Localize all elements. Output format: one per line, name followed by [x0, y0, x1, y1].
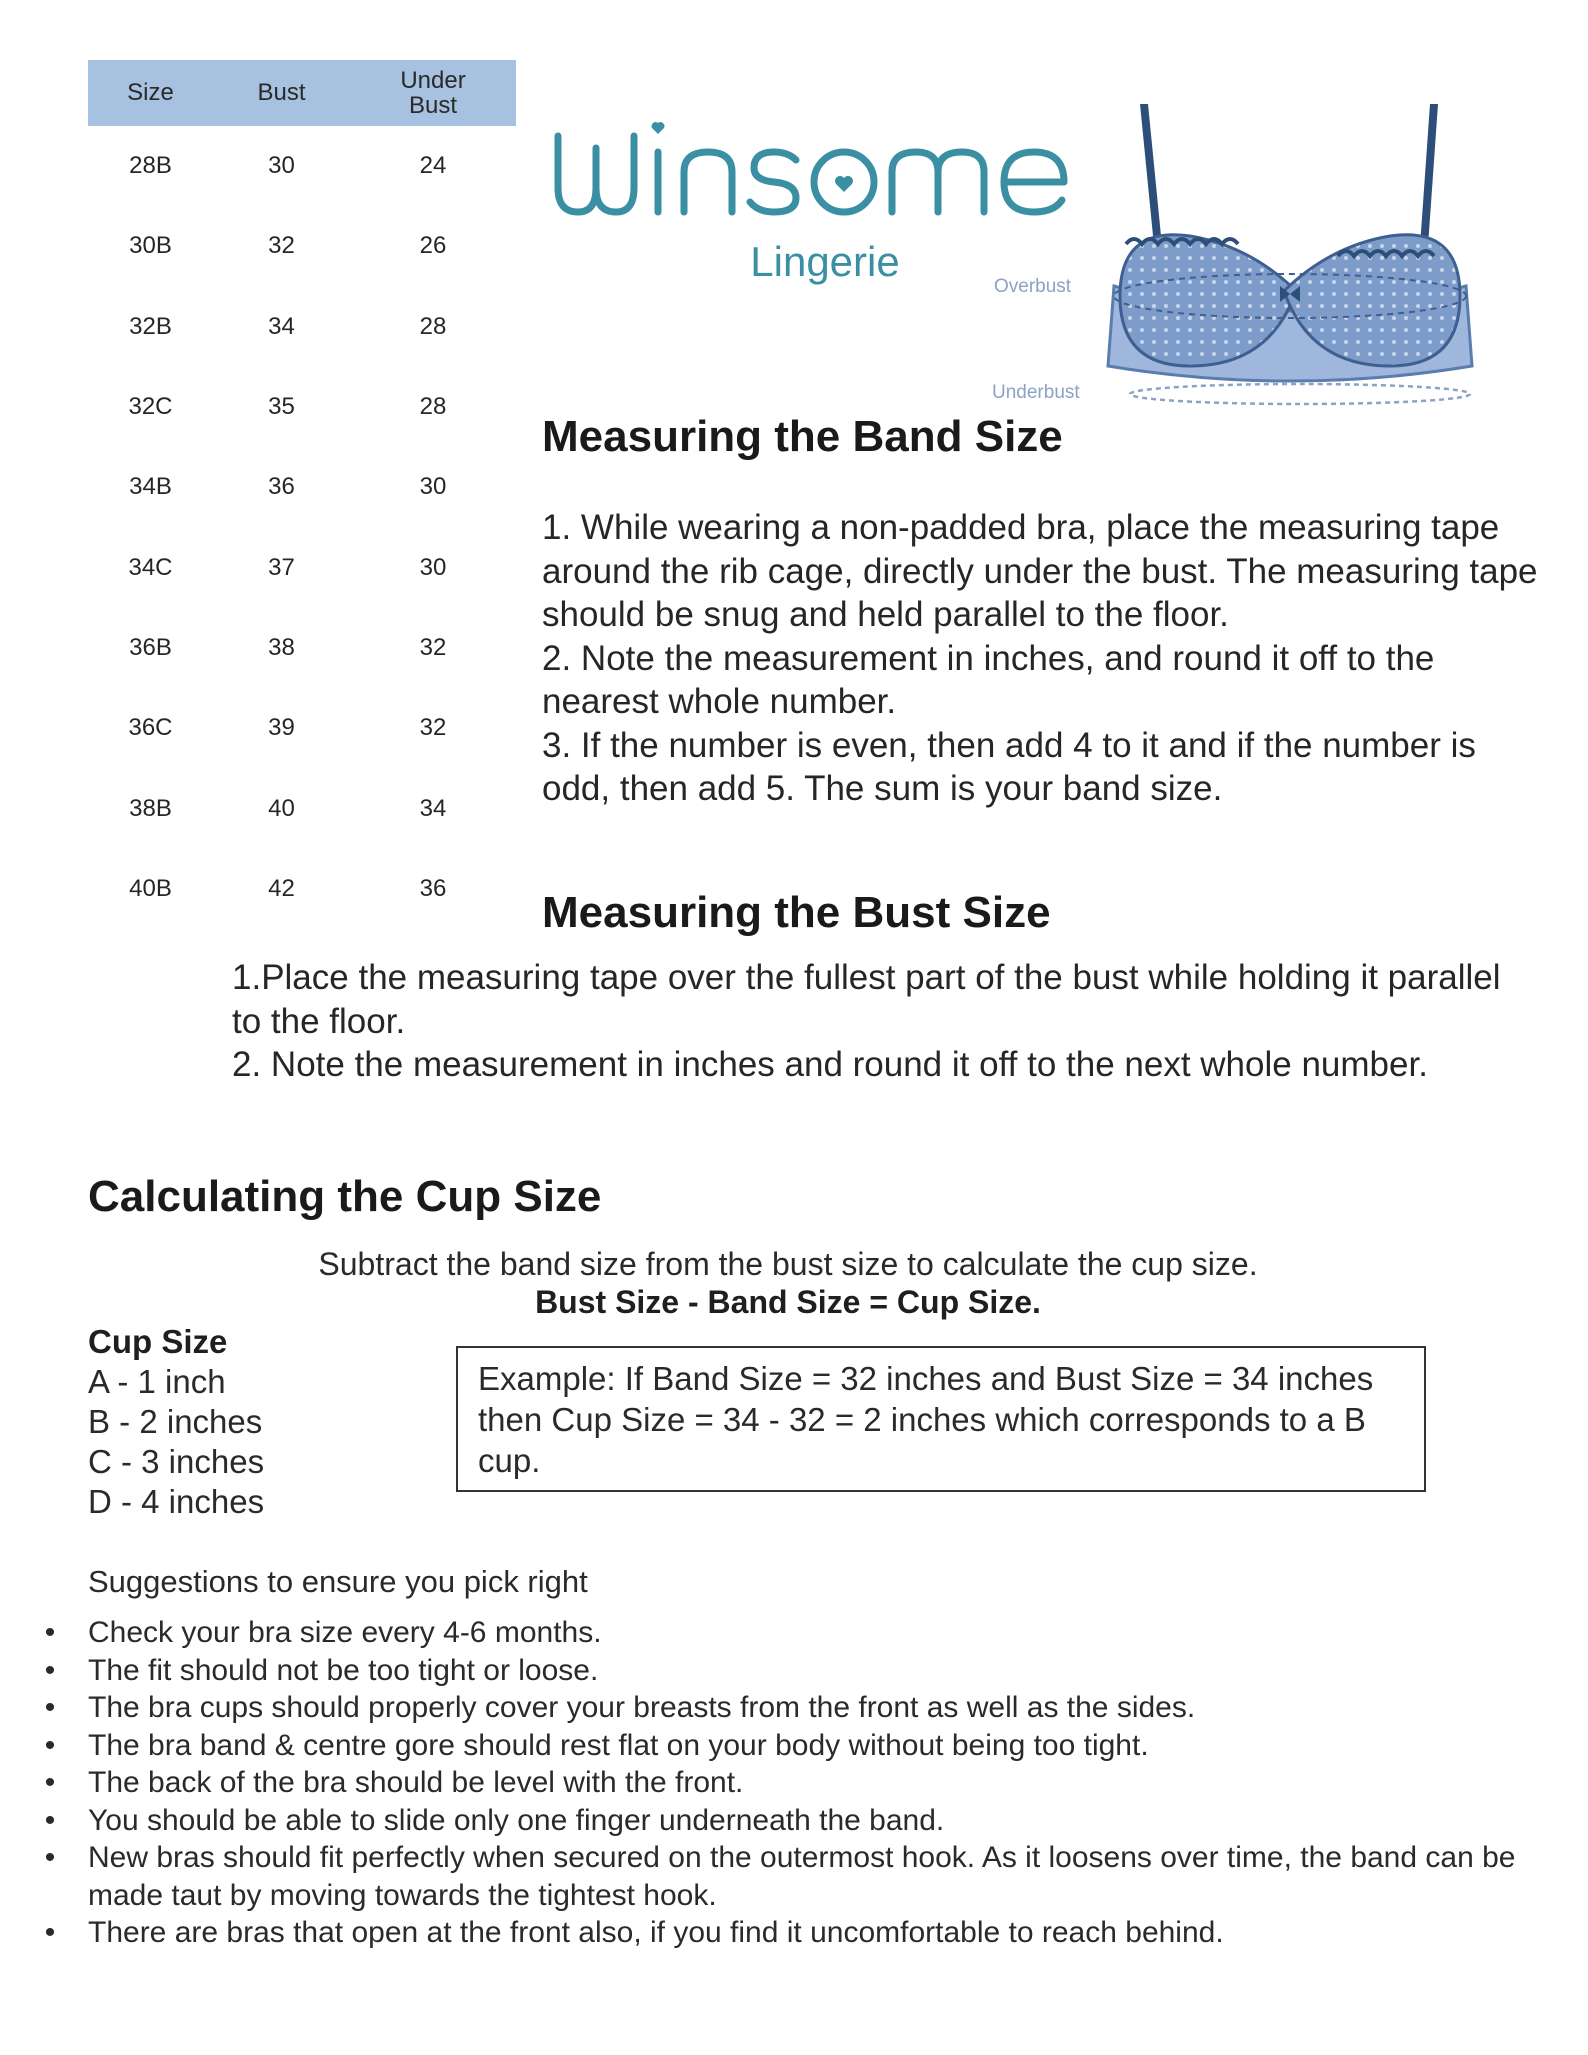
cell-size: 36C: [128, 714, 173, 742]
cell-size: 32C: [128, 393, 173, 421]
cell-bust: 34: [268, 312, 295, 340]
table-row: [88, 849, 516, 929]
cell-bust: 37: [268, 553, 295, 581]
list-item: [40, 1689, 1540, 1727]
suggestions-title: Suggestions to ensure you pick right: [88, 1564, 588, 1599]
cell-size: 30B: [129, 232, 172, 260]
cell-bust: 35: [268, 393, 295, 421]
cup-size-heading: Calculating the Cup Size: [88, 1172, 602, 1221]
cell-bust: 32: [268, 232, 295, 260]
list-item: [40, 1727, 1540, 1765]
list-item: B - 2 inches: [88, 1403, 263, 1440]
cell-bust: 39: [268, 714, 295, 742]
bullet-icon: •: [44, 1653, 56, 1687]
band-size-steps: [542, 506, 1542, 811]
bust-size-heading: Measuring the Bust Size: [542, 888, 1051, 937]
brand-subtitle: Lingerie: [750, 238, 900, 285]
band-step: 1. While wearing a non-padded bra, place the measuring tape around the rib cage, directly under the bust. The measuring tape should be snug and held parallel to the floor.: [542, 508, 1538, 634]
list-item: A - 1 inch: [88, 1363, 226, 1400]
cell-under-bust: 30: [419, 473, 447, 501]
list-item: [40, 1614, 1540, 1652]
cell-under-bust: 30: [419, 553, 447, 581]
cell-bust: 30: [268, 152, 295, 180]
suggestion-text: The bra band & centre gore should rest flat on your body without being too tight.: [88, 1728, 1149, 1762]
suggestion-text: New bras should fit perfectly when secured on the outermost hook. As it loosens over time, the band can be made taut by moving towards the tightest hook.: [88, 1841, 1516, 1912]
table-row: [88, 367, 516, 447]
suggestion-text: The fit should not be too tight or loose.: [88, 1653, 599, 1687]
cell-under-bust: 32: [419, 714, 447, 742]
cell-bust: 42: [268, 874, 295, 902]
bust-step: 2. Note the measurement in inches and round it off to the next whole number.: [232, 1045, 1428, 1084]
size-chart-header-row: [88, 60, 516, 126]
cup-size-list: [88, 1322, 264, 1522]
list-item: D - 4 inches: [88, 1483, 265, 1520]
bullet-icon: •: [44, 1728, 56, 1762]
header-under-bust: [350, 60, 516, 126]
cell-under-bust: 36: [419, 874, 447, 902]
cell-size: 40B: [129, 874, 172, 902]
list-item: [40, 1802, 1540, 1840]
cell-under-bust: 28: [419, 312, 447, 340]
table-row: [88, 688, 516, 768]
cell-bust: 38: [268, 633, 295, 661]
bullet-icon: •: [44, 1616, 56, 1649]
table-row: [88, 287, 516, 367]
winsome-logo: [552, 96, 1100, 236]
cell-under-bust: 32: [419, 633, 447, 661]
size-chart-table: [88, 60, 516, 929]
list-item: [40, 1839, 1540, 1914]
cell-size: 36B: [129, 633, 172, 661]
table-row: [88, 126, 516, 206]
suggestion-text: The back of the bra should be level with the front.: [88, 1766, 744, 1799]
header-under-bust-label: Under Bust: [400, 66, 466, 119]
suggestion-text: Check your bra size every 4-6 months.: [88, 1616, 602, 1649]
header-size: Size: [88, 60, 213, 126]
suggestion-text: The bra cups should properly cover your breasts from the front as well as the sides.: [88, 1691, 1196, 1724]
table-row: [88, 768, 516, 848]
bust-size-steps: [232, 956, 1522, 1087]
example-box: Example: If Band Size = 32 inches and Bust Size = 34 inches then Cup Size = 34 - 32 = 2 inches which corresponds to a B cup.: [456, 1346, 1426, 1492]
bullet-icon: •: [44, 1766, 56, 1799]
underbust-label: Underbust: [992, 382, 1080, 403]
bullet-icon: •: [44, 1841, 56, 1874]
bust-step: 1.Place the measuring tape over the fullest part of the bust while holding it parallel to the floor.: [232, 958, 1501, 1041]
bullet-icon: •: [44, 1691, 56, 1724]
band-step: 2. Note the measurement in inches, and round it off to the nearest whole number.: [542, 638, 1435, 721]
list-item: C - 3 inches: [88, 1443, 265, 1480]
suggestion-text: There are bras that open at the front also, if you find it uncomfortable to reach behind.: [88, 1916, 1224, 1949]
cell-size: 38B: [129, 794, 172, 822]
cell-size: 34C: [128, 553, 173, 581]
bullet-icon: •: [44, 1916, 56, 1949]
cell-size: 32B: [129, 312, 172, 340]
cell-under-bust: 34: [419, 794, 447, 822]
bullet-icon: •: [44, 1803, 56, 1837]
cell-size: 34B: [129, 473, 172, 501]
list-item: [40, 1914, 1540, 1952]
cell-under-bust: 26: [419, 232, 447, 260]
bra-illustration: [1100, 96, 1480, 416]
suggestion-text: You should be able to slide only one finger underneath the band.: [88, 1803, 945, 1837]
table-row: [88, 206, 516, 286]
cell-under-bust: 28: [419, 393, 447, 421]
cell-bust: 36: [268, 473, 295, 501]
cup-size-intro: Subtract the band size from the bust size to calculate the cup size.: [318, 1246, 1258, 1282]
cell-bust: 40: [268, 794, 295, 822]
table-row: [88, 527, 516, 607]
header-bust: Bust: [213, 60, 350, 126]
cup-size-formula: Bust Size - Band Size = Cup Size.: [535, 1284, 1041, 1320]
list-item: [40, 1764, 1540, 1802]
table-row: [88, 447, 516, 527]
cell-under-bust: 24: [419, 152, 447, 180]
list-item: [40, 1652, 1540, 1690]
table-row: [88, 608, 516, 688]
band-step: 3. If the number is even, then add 4 to it and if the number is odd, then add 5. The sum is your band size.: [542, 725, 1476, 808]
cup-size-list-title: Cup Size: [88, 1323, 228, 1360]
suggestions-list: [40, 1614, 1540, 1952]
band-size-heading: Measuring the Band Size: [542, 412, 1063, 461]
overbust-label: Overbust: [994, 276, 1072, 297]
cell-size: 28B: [129, 152, 172, 180]
